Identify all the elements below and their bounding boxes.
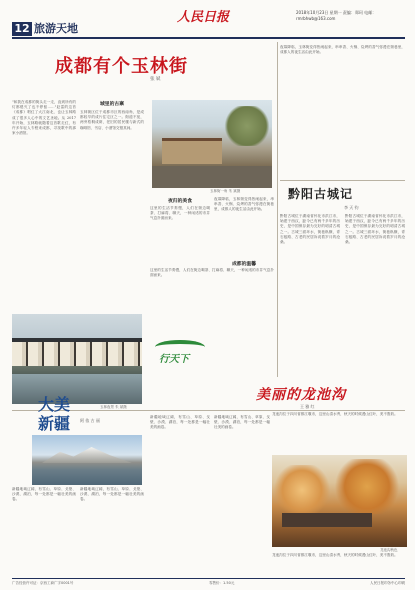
- xinjiang-text-1: 新疆地域辽阔，有雪山、草原、戈壁、沙漠、湖泊，每一处都是一幅壮美的画卷。: [12, 487, 76, 502]
- xinjiang-text-2: 新疆地域辽阔，有雪山、草原、戈壁、沙漠、湖泊，每一处都是一幅壮美的画卷。: [80, 487, 144, 502]
- box-divider: [280, 180, 405, 181]
- issue-meta: 2018年10月23日 星期一 责编：郑珂 电邮：rmrbhwb@163.com: [296, 10, 377, 21]
- article-column-2: 玉林街区位于成都市区的西南角，是成都较早的成片住宅区之一。街道不宽，两旁梧桐成荫，老旧的居民楼与新式的咖啡馆、书店、小酒馆交错其间。: [80, 110, 144, 130]
- canal-photo-caption: 玉林夜景 朱 斌摄: [100, 405, 127, 409]
- article-column-3: 这里的生活节奏慢，人们在街边喝茶、打麻将、聊天，一种闲适的市井气息扑面而来。: [150, 206, 210, 221]
- lake-photo: [32, 435, 142, 485]
- street-photo: [152, 100, 272, 188]
- guiyang-title: 黔阳古城记: [288, 187, 354, 201]
- main-article-title: 成都有个玉林街: [55, 56, 188, 77]
- subhead-3: 成都的温馨: [232, 262, 256, 267]
- travel-logo: 行天下: [155, 340, 205, 366]
- footer-middle: 零售价：1.50元: [209, 581, 235, 585]
- xinjiang-author: 阿 依 古 丽: [80, 418, 100, 423]
- subhead-1: 城里的古寨: [100, 102, 124, 107]
- main-article-author: 张 斌: [150, 77, 161, 82]
- masthead-logo: 人民日报: [177, 10, 230, 25]
- column-divider: [277, 42, 278, 377]
- section-title: 旅游天地: [34, 22, 78, 35]
- subhead-2: 夜归的美食: [168, 199, 192, 204]
- article-column-4: 夜幕降临，玉林街变得热闹起来，串串香、火锅、烧烤的香气弥漫在街巷里，成都人的夜生活由此开始。: [214, 197, 274, 212]
- article-column-1: "和我在成都的街头走一走，直到所有的灯都熄灭了也不停留……"赵雷的这首《成都》唱红了大江南北，也让玉林路成了很多人心中的文艺圣地。从 2017年开始，玉林路就随着这首歌走红，有许多年轻人专程来成都，寻找歌中的那家小酒馆。: [12, 100, 76, 136]
- autumn-photo-caption: 龙池沟秋色: [380, 548, 398, 552]
- guiyang-text-1: 黔阳古城位于湖南省怀化市洪江市，始建于西汉，距今已有两千多年的历史，是中国保存最为完好的明清古城之一。古城三面环水，街巷纵横，青石板路、古老的民居诉说着岁月的沧桑。: [280, 214, 340, 245]
- street-photo-caption: 玉林街一角 朱 斌摄: [210, 189, 241, 193]
- header-rule: [12, 37, 405, 39]
- page-header: [0, 0, 415, 38]
- article-column-5: 这里的生活节奏慢，人们在街边喝茶、打麻将、聊天，一种闲适的市井气息扑面而来。: [150, 268, 274, 278]
- guiyang-text-2: 黔阳古城位于湖南省怀化市洪江市，始建于西汉，距今已有两千多年的历史，是中国保存最为完好的明清古城之一。古城三面环水，街巷纵横，青石板路、古老的民居诉说着岁月的沧桑。: [345, 214, 405, 245]
- dragon-author: 王 雅 红: [300, 404, 315, 409]
- dragon-title: 美丽的龙池沟: [256, 387, 346, 403]
- canal-photo: [12, 314, 142, 404]
- footer-left: 广告经营许可证：京西工商广字0001号: [12, 581, 74, 585]
- right-top-text: 夜幕降临，玉林街变得热闹起来，串串香、火锅、烧烤的香气弥漫在街巷里，成都人的夜生活由此开始。: [280, 45, 405, 55]
- dragon-text-2: 龙池沟位于四川省都江堰市，这里山清水秀，秋天的时候漫山红叶，美不胜收。: [272, 553, 398, 557]
- footer-right: 人民日报印务中心印刷: [370, 581, 405, 585]
- guiyang-author: 李 天 钧: [344, 205, 359, 210]
- dragon-text: 龙池沟位于四川省都江堰市，这里山清水秀，秋天的时候漫山红叶，美不胜收。: [272, 412, 398, 416]
- autumn-photo: [272, 455, 407, 547]
- xinjiang-text-3: 新疆地域辽阔，有雪山、草原、戈壁、沙漠、湖泊，每一处都是一幅壮美的画卷。: [150, 415, 210, 430]
- xinjiang-text-4: 新疆地域辽阔，有雪山、草原、戈壁、沙漠、湖泊，每一处都是一幅壮美的画卷。: [214, 415, 270, 430]
- page-footer: [12, 578, 405, 586]
- page-number: 12: [12, 22, 32, 36]
- xinjiang-title: 大美新疆: [38, 395, 71, 433]
